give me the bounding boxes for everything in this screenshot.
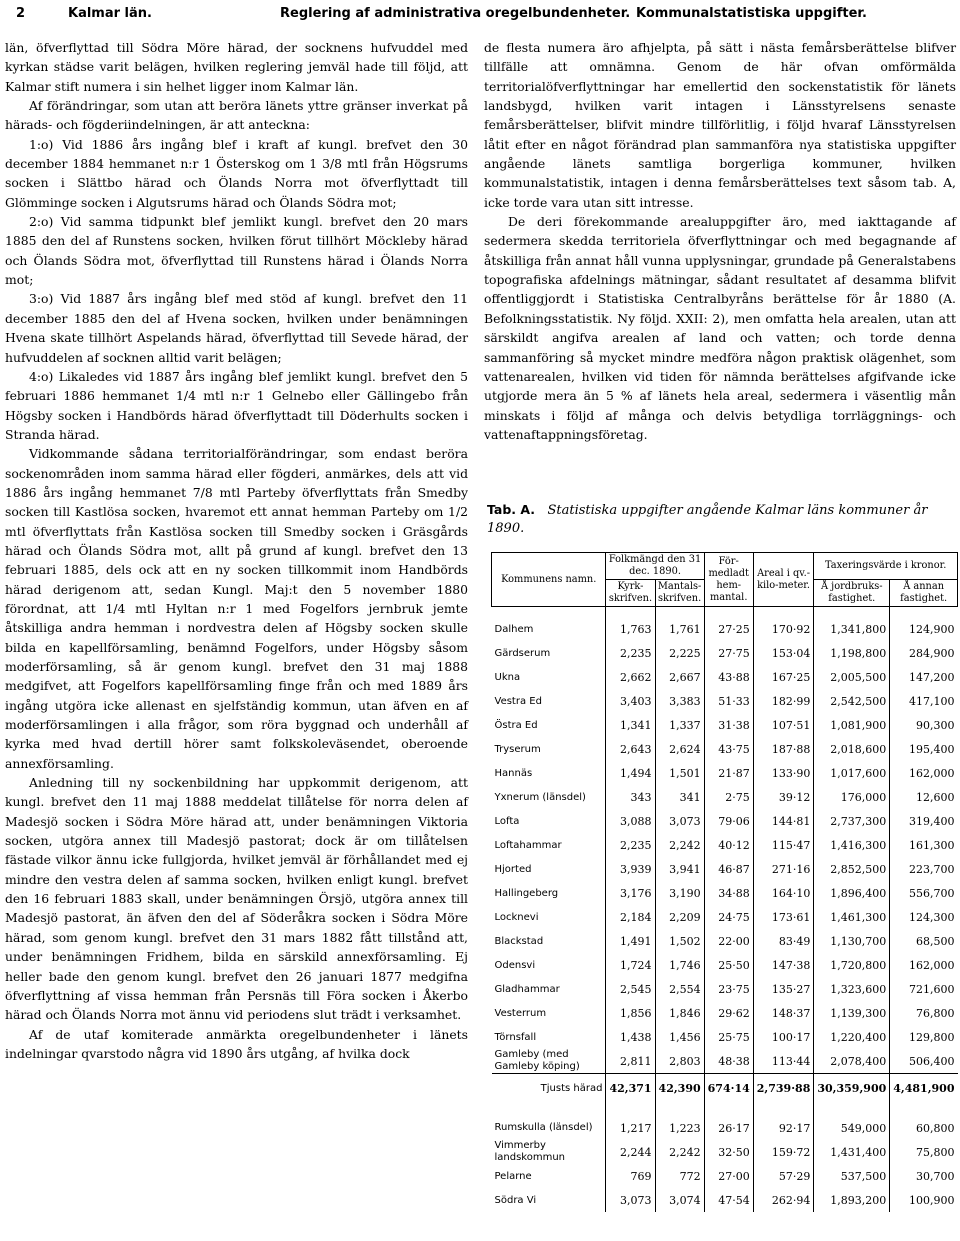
table-cell-kommun: Tjusts härad: [492, 1074, 606, 1103]
table-cell-value: 2,242: [655, 833, 704, 857]
table-cell-value: 1,081,900: [814, 713, 890, 737]
table-cell-value: 1,323,600: [814, 977, 890, 1001]
table-cell-kommun: Blackstad: [494, 935, 544, 947]
table-row: [492, 641, 958, 665]
table-cell-value: 47·54: [704, 1188, 753, 1212]
table-row: [492, 857, 958, 881]
table-cell-value: 769: [606, 1164, 655, 1188]
table-cell-value: 2,643: [606, 737, 655, 761]
table-row: [492, 737, 958, 761]
table-cell-value: 46·87: [704, 857, 753, 881]
table-cell-kommun: Törnsfall: [494, 1031, 537, 1043]
table-row: [492, 1001, 958, 1025]
table-cell-value: 1,341: [606, 713, 655, 737]
table-cell-value: 76,800: [890, 1001, 958, 1025]
table-cell-kommun: Yxnerum (länsdel): [494, 791, 586, 803]
table-cell-value: 170·92: [753, 607, 814, 642]
table-cell-value: 195,400: [890, 737, 958, 761]
table-cell-value: 3,176: [606, 881, 655, 905]
table-cell-value: 12,600: [890, 785, 958, 809]
table-cell-kommun: Odensvi: [494, 959, 536, 971]
table-cell-value: 147,200: [890, 665, 958, 689]
table-cell-value: 135·27: [753, 977, 814, 1001]
paragraph: 2:o) Vid samma tidpunkt blef jemlikt kungl. brefvet den 20 mars 1885 den del af Runstens socken, hvilken förut tillhört Möckleby härad och Ölands Södra mot, öfverflyttad till Runstens härad i Ölands Norra mot;: [5, 214, 468, 288]
table-cell-value: 1,217: [606, 1116, 655, 1140]
table-row: [492, 761, 958, 785]
table-cell-value: 3,939: [606, 857, 655, 881]
table-cell-value: 1,856: [606, 1001, 655, 1025]
table-cell-value: 182·99: [753, 689, 814, 713]
paragraph: Vidkommande sådana territorialförändringar, som endast beröra sockenområden inom samma härad eller fögderi, anmärkes, dels att vid 1886 års ingång hemmanet 7/8 mtl Parteby öfverflyttats från Smedby socken till Kastlösa socken, hvaremot ett annat hemman Parteby om 1/2 mtl öfverflyttats från Kastlösa socken till Smedby socken i Gräsgårds härad och Ölands Södra mot, allt på grund af kungl. brefvet den 13 februari 1885, dels ock att en ny socken tillkommit inom Handbörds härad derigenom att, sedan Kungl. Maj:t den 5 november 1880 förordnat, att 1/4 mtl Hyltan n:r 1 med Fogelfors jernbruk jemte åtskilliga andra hemman i nordvestra delen af Högsby socken skulle bilda en kapellförsamling, benämnd Fogelfors, under Högsby såsom moderförsamling, så är genom kungl. brefvet den 31 maj 1888 medgifvet, att Fogelfors kapellförsamling finge från och med 1889 års ingång utgöra icke allenast en sjelfständig kommun, utan äfven en af moderförsamlingen i alla frågor, som röra byggnad och underhåll af kyrka med hvad dertill hörer samt folkskoleväsendet, oberoende annexförsamling.: [5, 446, 468, 771]
table-cell-value: 2,078,400: [814, 1049, 890, 1074]
table-cell-value: 129,800: [890, 1025, 958, 1049]
table-cell-value: 1,416,300: [814, 833, 890, 857]
paragraph: de flesta numera äro afhjelpta, på sätt i nästa femårsberättelse blifver tillfälle att omnämna. Genom de här ofvan omförmälda territorialöfverflyttningar har emellertid den sockenstatistik för länets landsbygd, hvilken varit intagen i Länsstyrelsens senaste femårsberättelser, blifvit mindre tillförlitlig, i följd hvaraf Länsstyrelsen låtit efter en något förändrad plan sammanföra nya statistiska uppgifter angående länets samtliga borgerliga kommuner, hvilken kommunalstatistik, intagen i denna femårsberättelses text såsom tab. A, icke torde vara utan sitt intresse.: [484, 40, 956, 210]
table-cell-kommun: Hannäs: [494, 767, 533, 779]
table-cell-value: 115·47: [753, 833, 814, 857]
table-cell-value: 2,235: [606, 833, 655, 857]
table-cell-value: 60,800: [890, 1116, 958, 1140]
header-mantals: Mantals-skrifven.: [655, 580, 704, 607]
table-cell-value: 3,073: [655, 809, 704, 833]
table-row: [492, 607, 958, 642]
table-cell-value: 1,494: [606, 761, 655, 785]
table-cell-value: 34·88: [704, 881, 753, 905]
table-cell-value: 343: [606, 785, 655, 809]
table-cell-value: 162,000: [890, 953, 958, 977]
table-cell-value: 30,359,900: [814, 1074, 890, 1103]
table-cell-value: 30,700: [890, 1164, 958, 1188]
table-cell-kommun: Hjorted: [494, 863, 532, 875]
table-cell-value: 25·75: [704, 1025, 753, 1049]
table-cell-value: 176,000: [814, 785, 890, 809]
table-row: [492, 1025, 958, 1049]
table-cell-value: 164·10: [753, 881, 814, 905]
table-cell-value: 2,624: [655, 737, 704, 761]
header-areal: Areal i qv.-kilo-meter.: [753, 553, 814, 607]
table-cell-value: 1,220,400: [814, 1025, 890, 1049]
table-cell-value: 2·75: [704, 785, 753, 809]
table-cell-kommun: Ukna: [494, 671, 521, 683]
table-row: [492, 833, 958, 857]
header-jord: Å jordbruks-fastighet.: [814, 580, 890, 607]
table-cell-value: 1,491: [606, 929, 655, 953]
header-mantal: För-medladt hem-mantal.: [704, 553, 753, 607]
table-cell-value: 167·25: [753, 665, 814, 689]
table-cell-value: 2,811: [606, 1049, 655, 1074]
table-row: [492, 905, 958, 929]
table-cell-value: 1,017,600: [814, 761, 890, 785]
table-cell-value: 1,337: [655, 713, 704, 737]
running-title-section: Reglering af administrativa oregelbundenheter.: [280, 6, 631, 21]
table-row: [492, 665, 958, 689]
table-row: [492, 689, 958, 713]
table-cell-value: 721,600: [890, 977, 958, 1001]
table-cell-value: 1,223: [655, 1116, 704, 1140]
table-cell-value: 187·88: [753, 737, 814, 761]
table-cell-value: 3,088: [606, 809, 655, 833]
table-cell-value: 31·38: [704, 713, 753, 737]
table-cell-value: 27·75: [704, 641, 753, 665]
table-cell-value: 549,000: [814, 1116, 890, 1140]
table-cell-value: 48·38: [704, 1049, 753, 1074]
table-cell-value: 27·25: [704, 607, 753, 642]
table-cell-value: 3,403: [606, 689, 655, 713]
table-cell-value: 3,074: [655, 1188, 704, 1212]
table-cell-value: 1,438: [606, 1025, 655, 1049]
table-cell-value: 1,139,300: [814, 1001, 890, 1025]
table-cell-value: 2,209: [655, 905, 704, 929]
table-cell-value: 144·81: [753, 809, 814, 833]
paragraph: Anledning till ny sockenbildning har uppkommit derigenom, att kungl. brefvet den 11 maj 1888 meddelat tillåtelse för norra delen af Madesjö socken i Södra Möre härad att, under benämningen Viktoria socken, utgöra annex till Madesjö pastorat; dock är om tillåtelsen fästade vilkor ännu icke fullgjorda, hvilket jemväl är förhållandet med ej mindre den vestra delen af samma socken, hvilken enligt kungl. brefvet den 16 februari 1883 skall, under benämningen Örsjö, utgöra annex till Madesjö pastorat, än äfven den del af Söderåkra socken i Södra Möre härad, som genom kungl. brefvet den 31 mars 1882 fått tillstånd att, under benämningen Fridhem, bilda en särskild annexförsamling. Ej heller bade den genom kungl. brefvet den 26 januari 1877 medgifna öfverflyttning af vissa hemman från Persnäs till Föra socken i Åkerbo härad och Ölands Norra mot ännu vid periodens slut trädt i verksamhet.: [5, 775, 468, 1023]
table-row: [492, 1164, 958, 1188]
table-cell-value: 1,431,400: [814, 1140, 890, 1164]
table-cell-value: 21·87: [704, 761, 753, 785]
table-cell-value: 1,893,200: [814, 1188, 890, 1212]
table-cell-value: 79·06: [704, 809, 753, 833]
table-cell-value: 100·17: [753, 1025, 814, 1049]
table-cell-kommun: Rumskulla (länsdel): [494, 1122, 593, 1133]
table-cell-value: 537,500: [814, 1164, 890, 1188]
table-cell-value: 2,737,300: [814, 809, 890, 833]
table-cell-value: 153·04: [753, 641, 814, 665]
table-cell-value: 284,900: [890, 641, 958, 665]
table-row: [492, 1140, 958, 1164]
table-cell-value: 1,341,800: [814, 607, 890, 642]
table-cell-value: 1,456: [655, 1025, 704, 1049]
right-text-column: [484, 38, 956, 444]
header-kyrk: Kyrk-skrifven.: [606, 580, 655, 607]
table-cell-kommun: Dalhem: [494, 623, 534, 635]
table-cell-kommun: Gamleby (med Gamleby köping): [494, 1049, 580, 1072]
table-cell-value: 133·90: [753, 761, 814, 785]
table-cell-value: 2,242: [655, 1140, 704, 1164]
table-cell-value: 147·38: [753, 953, 814, 977]
table-cell-value: 674·14: [704, 1074, 753, 1103]
table-row: [492, 929, 958, 953]
table-cell-value: 124,900: [890, 607, 958, 642]
table-cell-value: 83·49: [753, 929, 814, 953]
table-row: [492, 1116, 958, 1140]
table-cell-value: 39·12: [753, 785, 814, 809]
table-cell-value: 341: [655, 785, 704, 809]
table-cell-value: 2,852,500: [814, 857, 890, 881]
table-cell-value: 90,300: [890, 713, 958, 737]
table-cell-value: 1,846: [655, 1001, 704, 1025]
table-cell-value: 42,390: [655, 1074, 704, 1103]
table-cell-value: 26·17: [704, 1116, 753, 1140]
table-cell-value: 2,545: [606, 977, 655, 1001]
header-folkmangd: Folkmängd den 31 dec. 1890.: [606, 553, 704, 580]
table-cell-value: 40·12: [704, 833, 753, 857]
table-cell-value: 417,100: [890, 689, 958, 713]
table-cell-value: 1,198,800: [814, 641, 890, 665]
table-cell-value: 148·37: [753, 1001, 814, 1025]
paragraph: 1:o) Vid 1886 års ingång blef i kraft af kungl. brefvet den 30 december 1884 hemmanet n:r 1 Österskog om 1 3/8 mtl från Högsrums socken i Slättbo härad och Ölands Norra mot öfverflyttadt till Glömminge socken i Algutsrums härad och Ölands Södra mot;: [5, 136, 468, 210]
table-cell-value: 262·94: [753, 1188, 814, 1212]
table-cell-value: 2,739·88: [753, 1074, 814, 1103]
table-cell-value: 2,235: [606, 641, 655, 665]
table-cell-value: 51·33: [704, 689, 753, 713]
table-row: [492, 713, 958, 737]
table-cell-value: 4,481,900: [890, 1074, 958, 1103]
table-cell-value: 3,190: [655, 881, 704, 905]
table-cell-value: 3,383: [655, 689, 704, 713]
table-cell-kommun: Gladhammar: [494, 983, 560, 995]
table-cell-value: 43·75: [704, 737, 753, 761]
table-row: [492, 881, 958, 905]
table-row: [492, 953, 958, 977]
table-row: [492, 809, 958, 833]
table-cell-value: 1,501: [655, 761, 704, 785]
table-title: Statistiska uppgifter angående Kalmar läns kommuner år 1890.: [487, 503, 928, 536]
table-cell-value: 162,000: [890, 761, 958, 785]
table-caption: [487, 501, 957, 538]
table-cell-value: 1,724: [606, 953, 655, 977]
table-cell-value: 100,900: [890, 1188, 958, 1212]
table-cell-value: 2,667: [655, 665, 704, 689]
paragraph: län, öfverflyttad till Södra Möre härad, der socknens hufvuddel med kyrkan städse varit belägen, hvilken reglering jemväl hade till följd, att Kalmar stift numera i sin helhet ligger inom Kalmar län.: [5, 40, 468, 94]
header-taxering: Taxeringsvärde i kronor.: [814, 553, 958, 580]
table-row: [492, 1188, 958, 1212]
table-cell-kommun: Vimmerby landskommun: [494, 1140, 566, 1163]
table-cell-value: 159·72: [753, 1140, 814, 1164]
table-cell-kommun: Östra Ed: [494, 719, 538, 731]
table-cell-value: 124,300: [890, 905, 958, 929]
paragraph: 4:o) Likaledes vid 1887 års ingång blef jemlikt kungl. brefvet den 5 februari 1886 hemmanet 1/4 mtl n:r 1 Gelnebo eller Gällingebo från Högsby socken i Handbörds härad öfverflyttadt till Döderhults socken i Stranda härad.: [5, 368, 468, 442]
table-cell-value: 68,500: [890, 929, 958, 953]
page-number: 2: [16, 6, 26, 21]
table-cell-value: 2,184: [606, 905, 655, 929]
table-cell-value: 2,554: [655, 977, 704, 1001]
table-row: [492, 1049, 958, 1074]
table-cell-value: 2,542,500: [814, 689, 890, 713]
table-cell-kommun: Gärdserum: [494, 647, 551, 659]
table-label: Tab. A.: [487, 502, 536, 517]
table-cell-value: 223,700: [890, 857, 958, 881]
table-cell-value: 2,803: [655, 1049, 704, 1074]
table-total-row: [492, 1074, 958, 1103]
table-cell-value: 107·51: [753, 713, 814, 737]
table-cell-value: 42,371: [606, 1074, 655, 1103]
table-cell-value: 1,746: [655, 953, 704, 977]
table-cell-value: 57·29: [753, 1164, 814, 1188]
table-cell-value: 27·00: [704, 1164, 753, 1188]
paragraph: Af de utaf komiterade anmärkta oregelbundenheter i länets indelningar qvarstodo några vid 1890 års utgång, af hvilka dock: [5, 1026, 468, 1061]
table-cell-kommun: Lofta: [494, 815, 520, 827]
table-cell-kommun: Vestra Ed: [494, 695, 542, 707]
table-cell-value: 319,400: [890, 809, 958, 833]
table-cell-value: 75,800: [890, 1140, 958, 1164]
statistics-table: [491, 552, 958, 1212]
table-row: [492, 785, 958, 809]
header-annan: Å annan fastighet.: [890, 580, 958, 607]
table-cell-kommun: Loftahammar: [494, 839, 562, 851]
paragraph: 3:o) Vid 1887 års ingång blef med stöd af kungl. brefvet den 11 december 1885 den del af Hvena socken, hvilken under benämningen Hvena skate tillhört Aspelands härad, öfverflyttad till Sevede härad, der hufvuddelen af socknen alltid varit belägen;: [5, 291, 468, 365]
table-cell-value: 161,300: [890, 833, 958, 857]
table-body: [492, 607, 958, 1213]
table-cell-value: 24·75: [704, 905, 753, 929]
table-spacer: [492, 1102, 958, 1116]
left-text-column: [5, 38, 468, 1063]
table-row: [492, 977, 958, 1001]
table-cell-value: 1,720,800: [814, 953, 890, 977]
table-cell-kommun: Pelarne: [494, 1170, 532, 1182]
table-cell-value: 113·44: [753, 1049, 814, 1074]
header-kommun: Kommunens namn.: [492, 553, 606, 607]
table-cell-value: 1,761: [655, 607, 704, 642]
table-cell-value: 3,941: [655, 857, 704, 881]
table-cell-value: 92·17: [753, 1116, 814, 1140]
table-cell-value: 23·75: [704, 977, 753, 1001]
table-cell-value: 2,018,600: [814, 737, 890, 761]
table-cell-value: 556,700: [890, 881, 958, 905]
table-cell-value: 32·50: [704, 1140, 753, 1164]
table-cell-value: 173·61: [753, 905, 814, 929]
table-cell-value: 2,244: [606, 1140, 655, 1164]
table-cell-kommun: Vesterrum: [494, 1007, 547, 1019]
table-cell-value: 1,502: [655, 929, 704, 953]
table-cell-value: 2,225: [655, 641, 704, 665]
running-title-county: Kalmar län.: [68, 6, 152, 21]
table-cell-value: 1,130,700: [814, 929, 890, 953]
table-cell-value: 506,400: [890, 1049, 958, 1074]
table-cell-kommun: Hallingeberg: [494, 887, 559, 899]
paragraph: Af förändringar, som utan att beröra länets yttre gränser inverkat på härads- och fögderiindelningen, är att anteckna:: [5, 98, 468, 133]
table-cell-value: 43·88: [704, 665, 753, 689]
running-title-topic: Kommunalstatistiska uppgifter.: [636, 6, 867, 21]
table-cell-kommun: Locknevi: [494, 911, 539, 923]
table-cell-value: 2,662: [606, 665, 655, 689]
table-cell-value: 1,461,300: [814, 905, 890, 929]
table-cell-value: 1,763: [606, 607, 655, 642]
page-header: [6, 6, 954, 28]
table-cell-value: 772: [655, 1164, 704, 1188]
table-cell-value: 25·50: [704, 953, 753, 977]
table-cell-value: 3,073: [606, 1188, 655, 1212]
table-cell-kommun: Tryserum: [494, 743, 541, 755]
table-cell-value: 22·00: [704, 929, 753, 953]
table-cell-kommun: Södra Vi: [494, 1194, 537, 1206]
table-cell-value: 2,005,500: [814, 665, 890, 689]
table-cell-value: 29·62: [704, 1001, 753, 1025]
table-cell-value: 271·16: [753, 857, 814, 881]
paragraph: De deri förekommande arealuppgifter äro, med iakttagande af sedermera skedda territoriela öfverflyttningar och med begagnande af åtskilliga från annat håll vunna upplysningar, grundade på Generalstabens topografiska afdelnings mätningar, sådant resultatet af desamma blifvit offentliggjordt i Statistiska Centralbyråns berättelse för år 1880 (A. Befolkningsstatistik. Ny följd. XXII: 2), men omfatta hela arealen, utan att särskildt angifva arealen af land och vatten; och torde denna sammanföring så mycket mindre medföra någon praktisk olägenhet, som vattenarealen, hvilken vid tiden för nämnda berättelses afgifvande icke utgjorde mera än 5 % af länets hela areal, sedermera i väsentlig mån minskats i följd af många och delvis betydliga torrläggnings- och vattenaftappningsföretag.: [484, 214, 956, 442]
table-cell-value: 1,896,400: [814, 881, 890, 905]
